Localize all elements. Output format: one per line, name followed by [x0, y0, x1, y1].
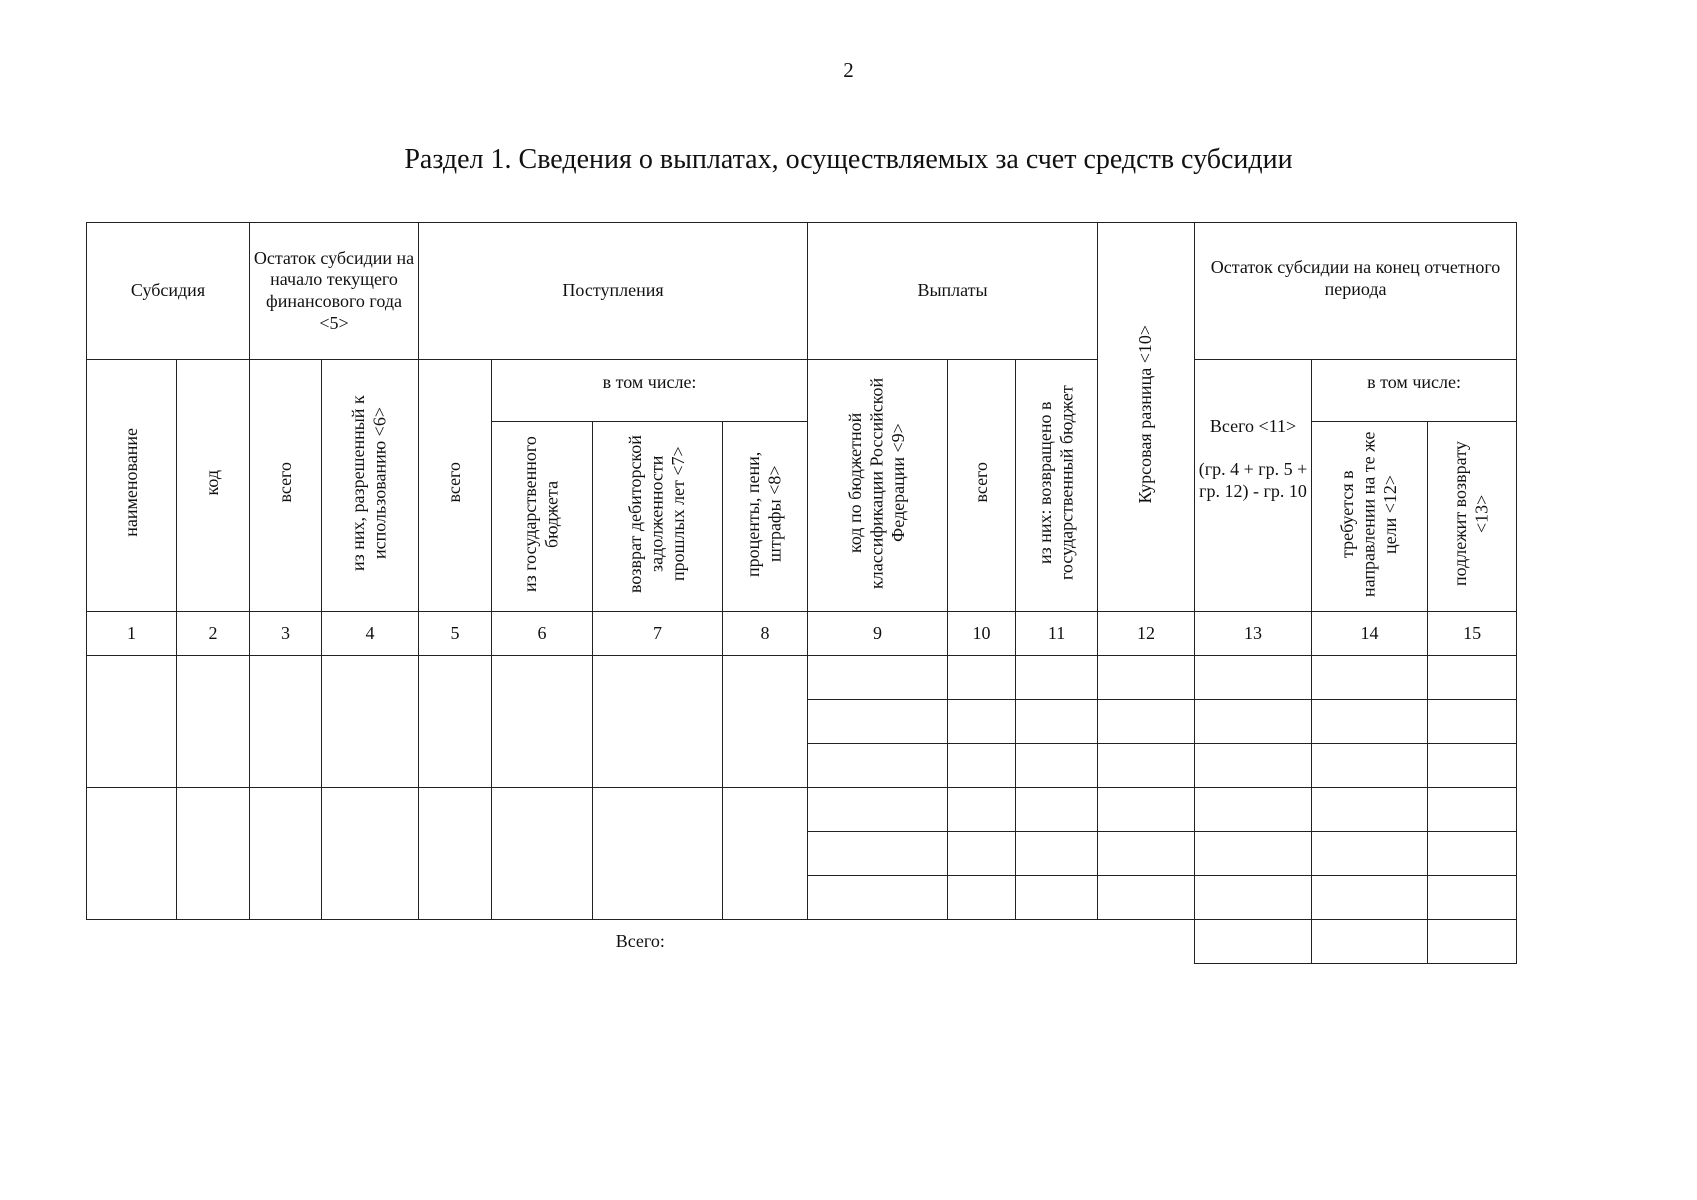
col-5-header — [419, 360, 492, 612]
cell-balance-end-to-return[interactable] — [1428, 788, 1517, 832]
column-number: 5 — [419, 612, 492, 656]
header-receipts: Поступления — [419, 223, 808, 360]
col-3-header-text: всего — [274, 462, 295, 503]
cell-balance-end-to-return[interactable] — [1428, 876, 1517, 920]
col-8-header — [723, 422, 808, 612]
cell-payments-returned[interactable] — [1016, 744, 1098, 788]
column-number: 6 — [492, 612, 593, 656]
header-balance-end: Остаток субсидии на конец отчетного периода — [1195, 223, 1517, 360]
col-7-header — [593, 422, 723, 612]
col-13-header — [1195, 360, 1312, 612]
header-exchange-difference-text: Курсовая разница <10> — [1135, 324, 1156, 504]
total-row — [87, 920, 1517, 964]
cell-payments-total[interactable] — [948, 876, 1016, 920]
header-receipts-including: в том числе: — [492, 360, 808, 422]
cell-exchange-difference[interactable] — [1098, 744, 1195, 788]
column-number: 13 — [1195, 612, 1312, 656]
cell-balance-end-total[interactable] — [1195, 656, 1312, 700]
cell-budget-code[interactable] — [808, 788, 948, 832]
col-1-header — [87, 360, 177, 612]
cell-receipts-interest[interactable] — [723, 656, 808, 788]
cell-code[interactable] — [177, 656, 250, 788]
cell-budget-code[interactable] — [808, 876, 948, 920]
cell-balance-start-permitted[interactable] — [322, 656, 419, 788]
cell-exchange-difference[interactable] — [1098, 656, 1195, 700]
header-row-groups — [87, 223, 1517, 360]
page-number: 2 — [843, 58, 854, 82]
table-row — [87, 656, 1517, 700]
cell-payments-total[interactable] — [948, 832, 1016, 876]
col-5-header-text: всего — [444, 462, 465, 503]
cell-receipts-budget[interactable] — [492, 656, 593, 788]
cell-payments-returned[interactable] — [1016, 876, 1098, 920]
cell-balance-end-same-purpose[interactable] — [1312, 876, 1428, 920]
col-11-header-text: из них: возвращено в государственный бюджет — [1034, 385, 1077, 581]
col-6-header-text: из государственного бюджета — [520, 435, 563, 592]
cell-payments-total[interactable] — [948, 744, 1016, 788]
column-number: 10 — [948, 612, 1016, 656]
column-number: 7 — [593, 612, 723, 656]
cell-payments-total[interactable] — [948, 788, 1016, 832]
cell-exchange-difference[interactable] — [1098, 832, 1195, 876]
col-3-header — [250, 360, 322, 612]
cell-balance-start-total[interactable] — [250, 788, 322, 920]
cell-payments-total[interactable] — [948, 700, 1016, 744]
cell-payments-returned[interactable] — [1016, 788, 1098, 832]
column-number: 4 — [322, 612, 419, 656]
cell-total-to-return[interactable] — [1428, 920, 1517, 964]
header-payments: Выплаты — [808, 223, 1098, 360]
cell-payments-total[interactable] — [948, 656, 1016, 700]
cell-balance-end-to-return[interactable] — [1428, 832, 1517, 876]
cell-receipts-budget[interactable] — [492, 788, 593, 920]
col-10-header — [948, 360, 1016, 612]
col-14-header — [1312, 422, 1428, 612]
cell-balance-end-same-purpose[interactable] — [1312, 700, 1428, 744]
col-11-header — [1016, 360, 1098, 612]
cell-balance-start-total[interactable] — [250, 656, 322, 788]
header-exchange-difference — [1098, 223, 1195, 612]
cell-balance-end-same-purpose[interactable] — [1312, 656, 1428, 700]
col-2-header — [177, 360, 250, 612]
cell-name[interactable] — [87, 788, 177, 920]
table-row — [87, 788, 1517, 832]
col-8-header-text: проценты, пени, штрафы <8> — [743, 451, 786, 577]
col-10-header-text: всего — [970, 462, 991, 503]
column-number: 11 — [1016, 612, 1098, 656]
col-4-header — [322, 360, 419, 612]
column-number: 15 — [1428, 612, 1517, 656]
section-title: Раздел 1. Сведения о выплатах, осуществляемых за счет средств субсидии — [404, 144, 1293, 175]
col-15-header-text: подлежит возврату <13> — [1450, 441, 1493, 587]
cell-receipts-total[interactable] — [419, 788, 492, 920]
cell-balance-end-total[interactable] — [1195, 744, 1312, 788]
col-4-header-text: из них, разрешенный к использованию <6> — [348, 394, 391, 571]
cell-balance-end-to-return[interactable] — [1428, 700, 1517, 744]
cell-receipts-total[interactable] — [419, 656, 492, 788]
cell-receipts-debt-return[interactable] — [593, 656, 723, 788]
cell-balance-end-same-purpose[interactable] — [1312, 744, 1428, 788]
cell-total-same-purpose[interactable] — [1312, 920, 1428, 964]
cell-balance-end-to-return[interactable] — [1428, 656, 1517, 700]
cell-payments-returned[interactable] — [1016, 700, 1098, 744]
header-subsidy: Субсидия — [87, 223, 250, 360]
cell-budget-code[interactable] — [808, 656, 948, 700]
col-6-header — [492, 422, 593, 612]
cell-budget-code[interactable] — [808, 744, 948, 788]
col-9-header — [808, 360, 948, 612]
cell-budget-code[interactable] — [808, 700, 948, 744]
cell-balance-end-same-purpose[interactable] — [1312, 832, 1428, 876]
column-number: 9 — [808, 612, 948, 656]
cell-exchange-difference[interactable] — [1098, 700, 1195, 744]
cell-balance-end-same-purpose[interactable] — [1312, 788, 1428, 832]
total-label: Всего: — [615, 930, 665, 951]
col-9-header-text: код по бюджетной классификации Российской Федерации <9> — [845, 377, 909, 589]
cell-balance-end-total[interactable] — [1195, 832, 1312, 876]
column-numbers-row — [87, 612, 1517, 656]
column-number: 8 — [723, 612, 808, 656]
cell-total-balance-end[interactable] — [1195, 920, 1312, 964]
cell-budget-code[interactable] — [808, 832, 948, 876]
subsidy-payments-table — [86, 222, 1517, 964]
header-balance-start: Остаток субсидии на начало текущего финансового года <5> — [250, 223, 419, 360]
column-number: 1 — [87, 612, 177, 656]
cell-receipts-debt-return[interactable] — [593, 788, 723, 920]
cell-payments-returned[interactable] — [1016, 656, 1098, 700]
col-13-header-text: Всего <11> (гр. 4 + гр. 5 + гр. 12) - гр. 10 — [1198, 416, 1308, 501]
col-14-header-text: требуется в направлении на те же цели <12> — [1337, 431, 1401, 597]
column-number: 12 — [1098, 612, 1195, 656]
cell-balance-end-total[interactable] — [1195, 700, 1312, 744]
cell-balance-end-total[interactable] — [1195, 876, 1312, 920]
col-7-header-text: возврат дебиторской задолженности прошлых лет <7> — [625, 434, 689, 593]
column-number: 14 — [1312, 612, 1428, 656]
cell-balance-end-total[interactable] — [1195, 788, 1312, 832]
cell-exchange-difference[interactable] — [1098, 788, 1195, 832]
cell-exchange-difference[interactable] — [1098, 876, 1195, 920]
header-row-sub — [87, 360, 1517, 422]
cell-name[interactable] — [87, 656, 177, 788]
column-number: 3 — [250, 612, 322, 656]
col-15-header — [1428, 422, 1517, 612]
cell-balance-end-to-return[interactable] — [1428, 744, 1517, 788]
cell-balance-start-permitted[interactable] — [322, 788, 419, 920]
cell-payments-returned[interactable] — [1016, 832, 1098, 876]
cell-code[interactable] — [177, 788, 250, 920]
column-number: 2 — [177, 612, 250, 656]
cell-receipts-interest[interactable] — [723, 788, 808, 920]
col-1-header-text: наименование — [120, 428, 141, 538]
col-2-header-text: код — [202, 469, 223, 496]
header-balance-end-including: в том числе: — [1312, 360, 1517, 422]
